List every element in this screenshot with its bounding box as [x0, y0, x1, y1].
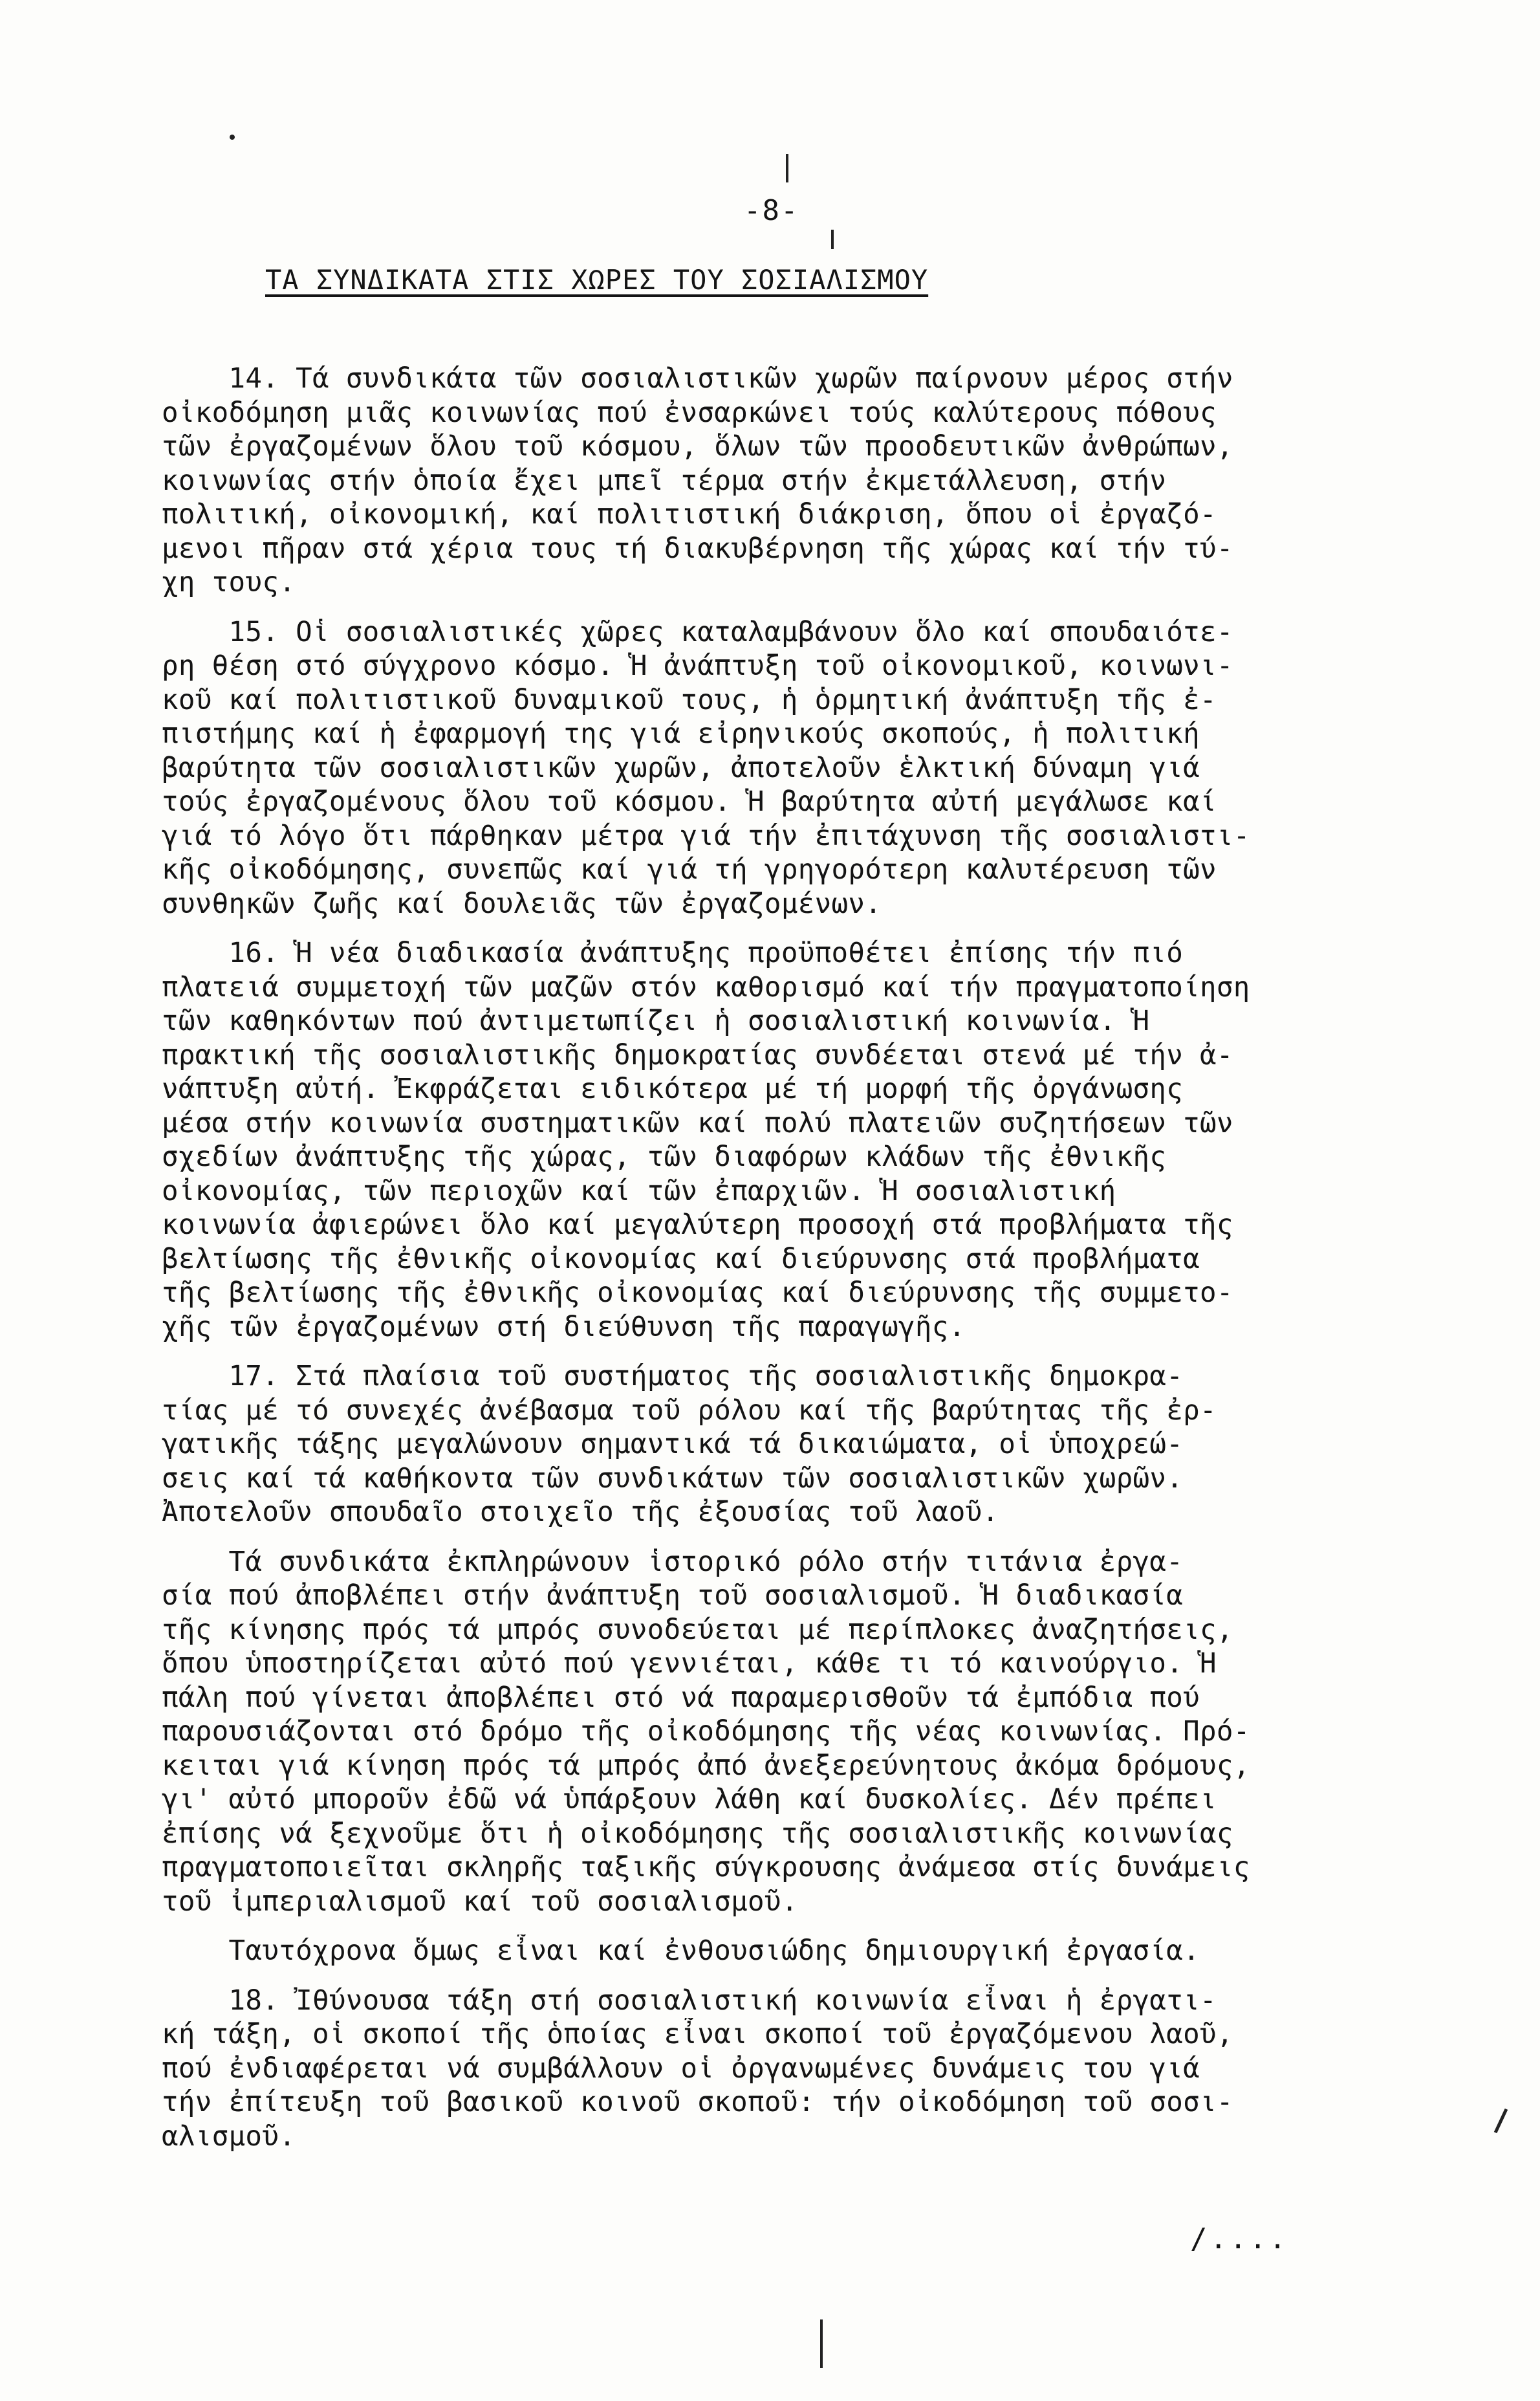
text-line: αλισμοῦ. — [162, 2120, 296, 2153]
paragraph-16 — [162, 937, 1468, 1344]
text-line: βελτίωσης τῆς ἐθνικῆς οἰκονομίας καί διεύρυνσης στά προβλήματα — [162, 1243, 1200, 1275]
text-line: κειται γιά κίνηση πρός τά μπρός ἀπό ἀνεξερεύνητους ἀκόμα δρόμους, — [162, 1749, 1250, 1782]
page-number: -8- — [744, 194, 799, 227]
stray-mark — [820, 2319, 823, 2368]
paragraph-14 — [162, 362, 1468, 600]
text-line: πιστήμης καί ἡ ἐφαρμογή της γιά εἰρηνικούς σκοπούς, ἡ πολιτική — [162, 718, 1200, 750]
text-line: τῆς βελτίωσης τῆς ἐθνικῆς οἰκονομίας καί διεύρυνσης τῆς συμμετο- — [162, 1277, 1233, 1309]
paragraph-17 — [162, 1360, 1468, 1530]
text-line: 18. Ἰθύνουσα τάξη στή σοσιαλιστική κοινωνία εἶναι ἡ ἐργατι- — [162, 1984, 1217, 2017]
text-line: 15. Οἱ σοσιαλιστικές χῶρες καταλαμβάνουν ὅλο καί σπουδαιότε- — [162, 616, 1233, 648]
text-line: 14. Τά συνδικάτα τῶν σοσιαλιστικῶν χωρῶν παίρνουν μέρος στήν — [162, 363, 1233, 395]
text-line: οἰκονομίας, τῶν περιοχῶν καί τῶν ἐπαρχιῶν. Ἡ σοσιαλιστική — [162, 1175, 1116, 1207]
stray-mark — [1494, 2109, 1508, 2133]
text-line: τοῦ ἰμπεριαλισμοῦ καί τοῦ σοσιαλισμοῦ. — [162, 1885, 798, 1918]
text-line: κοινωνίας στήν ὁποία ἔχει μπεῖ τέρμα στήν ἐκμετάλλευση, στήν — [162, 465, 1167, 497]
text-line: οἰκοδόμηση μιᾶς κοινωνίας πού ἐνσαρκώνει τούς καλύτερους πόθους — [162, 397, 1217, 429]
body-text — [162, 362, 1468, 2169]
text-line: 16. Ἡ νέα διαδικασία ἀνάπτυξης προϋποθέτει ἐπίσης τήν πιό — [162, 937, 1184, 969]
text-line: γιά τό λόγο ὅτι πάρθηκαν μέτρα γιά τήν ἐπιτάχυνση τῆς σοσιαλιστι- — [162, 820, 1250, 852]
section-heading: ΤΑ ΣΥΝΔΙΚΑΤΑ ΣΤΙΣ ΧΩΡΕΣ ΤΟΥ ΣΟΣΙΑΛΙΣΜΟΥ — [265, 264, 929, 296]
text-line: Ἀποτελοῦν σπουδαῖο στοιχεῖο τῆς ἐξουσίας τοῦ λαοῦ. — [162, 1497, 999, 1528]
text-line: χη τους. — [162, 567, 296, 598]
stray-mark — [230, 135, 235, 140]
text-line: πρακτική τῆς σοσιαλιστικῆς δημοκρατίας συνδέεται στενά μέ τήν ἀ- — [162, 1039, 1233, 1071]
text-line: μέσα στήν κοινωνία συστηματικῶν καί πολύ πλατειῶν συζητήσεων τῶν — [162, 1107, 1233, 1139]
text-line: 17. Στά πλαίσια τοῦ συστήματος τῆς σοσιαλιστικῆς δημοκρα- — [162, 1361, 1184, 1392]
text-line: πλατειά συμμετοχή τῶν μαζῶν στόν καθορισμό καί τήν πραγματοποίηση — [162, 971, 1250, 1003]
text-line: Ταυτόχρονα ὅμως εἶναι καί ἐνθουσιώδης δημιουργική ἐργασία. — [162, 1935, 1200, 1967]
text-line: πραγματοποιεῖται σκληρῆς ταξικῆς σύγκρουσης ἀνάμεσα στίς δυνάμεις — [162, 1852, 1250, 1883]
text-line: μενοι πῆραν στά χέρια τους τή διακυβέρνηση τῆς χώρας καί τήν τύ- — [162, 532, 1233, 565]
text-line: σεις καί τά καθήκοντα τῶν συνδικάτων τῶν σοσιαλιστικῶν χωρῶν. — [162, 1462, 1184, 1495]
text-line: χῆς τῶν ἐργαζομένων στή διεύθυνση τῆς παραγωγῆς. — [162, 1311, 966, 1343]
text-line: κοῦ καί πολιτιστικοῦ δυναμικοῦ τους, ἡ ὁρμητική ἀνάπτυξη τῆς ἐ- — [162, 684, 1217, 716]
continuation-marker: /.... — [1190, 2222, 1289, 2255]
text-line: κῆς οἰκοδόμησης, συνεπῶς καί γιά τή γρηγορότερη καλυτέρευση τῶν — [162, 854, 1217, 886]
text-line: γατικῆς τάξης μεγαλώνουν σημαντικά τά δικαιώματα, οἱ ὑποχρεώ- — [162, 1429, 1184, 1460]
text-line: βαρύτητα τῶν σοσιαλιστικῶν χωρῶν, ἀποτελοῦν ἑλκτική δύναμη γιά — [162, 752, 1200, 784]
paragraph-18 — [162, 1984, 1468, 2154]
text-line: παρουσιάζονται στό δρόμο τῆς οἰκοδόμησης τῆς νέας κοινωνίας. Πρό- — [162, 1716, 1250, 1748]
text-line: Τά συνδικάτα ἐκπληρώνουν ἱστορικό ρόλο στήν τιτάνια ἐργα- — [162, 1546, 1184, 1578]
text-line: σχεδίων ἀνάπτυξης τῆς χώρας, τῶν διαφόρων κλάδων τῆς ἐθνικῆς — [162, 1141, 1167, 1173]
text-line: πού ἐνδιαφέρεται νά συμβάλλουν οἱ ὀργανωμένες δυνάμεις του γιά — [162, 2052, 1200, 2085]
text-line: συνθηκῶν ζωῆς καί δουλειᾶς τῶν ἐργαζομένων. — [162, 888, 882, 920]
text-line: ὅπου ὑποστηρίζεται αὐτό πού γεννιέται, κάθε τι τό καινούργιο. Ἡ — [162, 1648, 1217, 1680]
paragraph-creative-work — [162, 1935, 1468, 1969]
text-line: ρη θέση στό σύγχρονο κόσμο. Ἡ ἀνάπτυξη τοῦ οἰκονομικοῦ, κοινωνι- — [162, 650, 1233, 682]
stray-mark — [831, 230, 834, 249]
text-line: γι' αὐτό μποροῦν ἐδῶ νά ὑπάρξουν λάθη καί δυσκολίες. Δέν πρέπει — [162, 1784, 1217, 1815]
text-line: τούς ἐργαζομένους ὅλου τοῦ κόσμου. Ἡ βαρύτητα αὐτή μεγάλωσε καί — [162, 786, 1217, 818]
text-line: κή τάξη, οἱ σκοποί τῆς ὁποίας εἶναι σκοποί τοῦ ἐργαζόμενου λαοῦ, — [162, 2019, 1233, 2050]
text-line: τῶν ἐργαζομένων ὅλου τοῦ κόσμου, ὅλων τῶν προοδευτικῶν ἀνθρώπων, — [162, 431, 1233, 463]
text-line: πάλη πού γίνεται ἀποβλέπει στό νά παραμερισθοῦν τά ἐμπόδια πού — [162, 1682, 1200, 1714]
text-line: κοινωνία ἀφιερώνει ὅλο καί μεγαλύτερη προσοχή στά προβλήματα τῆς — [162, 1209, 1233, 1241]
text-line: πολιτική, οἰκονομική, καί πολιτιστική διάκριση, ὅπου οἱ ἐργαζό- — [162, 499, 1217, 531]
text-line: σία πού ἀποβλέπει στήν ἀνάπτυξη τοῦ σοσιαλισμοῦ. Ἡ διαδικασία — [162, 1580, 1184, 1612]
text-line: τῶν καθηκόντων πού ἀντιμετωπίζει ἡ σοσιαλιστική κοινωνία. Ἡ — [162, 1005, 1150, 1037]
text-line: ἐπίσης νά ξεχνοῦμε ὅτι ἡ οἰκοδόμησης τῆς σοσιαλιστικῆς κοινωνίας — [162, 1817, 1233, 1850]
paragraph-15 — [162, 616, 1468, 922]
stray-mark — [786, 154, 788, 182]
text-line: τῆς κίνησης πρός τά μπρός συνοδεύεται μέ περίπλοκες ἀναζητήσεις, — [162, 1614, 1233, 1646]
paragraph-unions-role — [162, 1546, 1468, 1920]
text-line: τίας μέ τό συνεχές ἀνέβασμα τοῦ ρόλου καί τῆς βαρύτητας τῆς ἐρ- — [162, 1394, 1217, 1427]
text-line: νάπτυξη αὐτή. Ἐκφράζεται ειδικότερα μέ τή μορφή τῆς ὀργάνωσης — [162, 1073, 1184, 1105]
text-line: τήν ἐπίτευξη τοῦ βασικοῦ κοινοῦ σκοποῦ: τήν οἰκοδόμηση τοῦ σοσι- — [162, 2087, 1233, 2118]
